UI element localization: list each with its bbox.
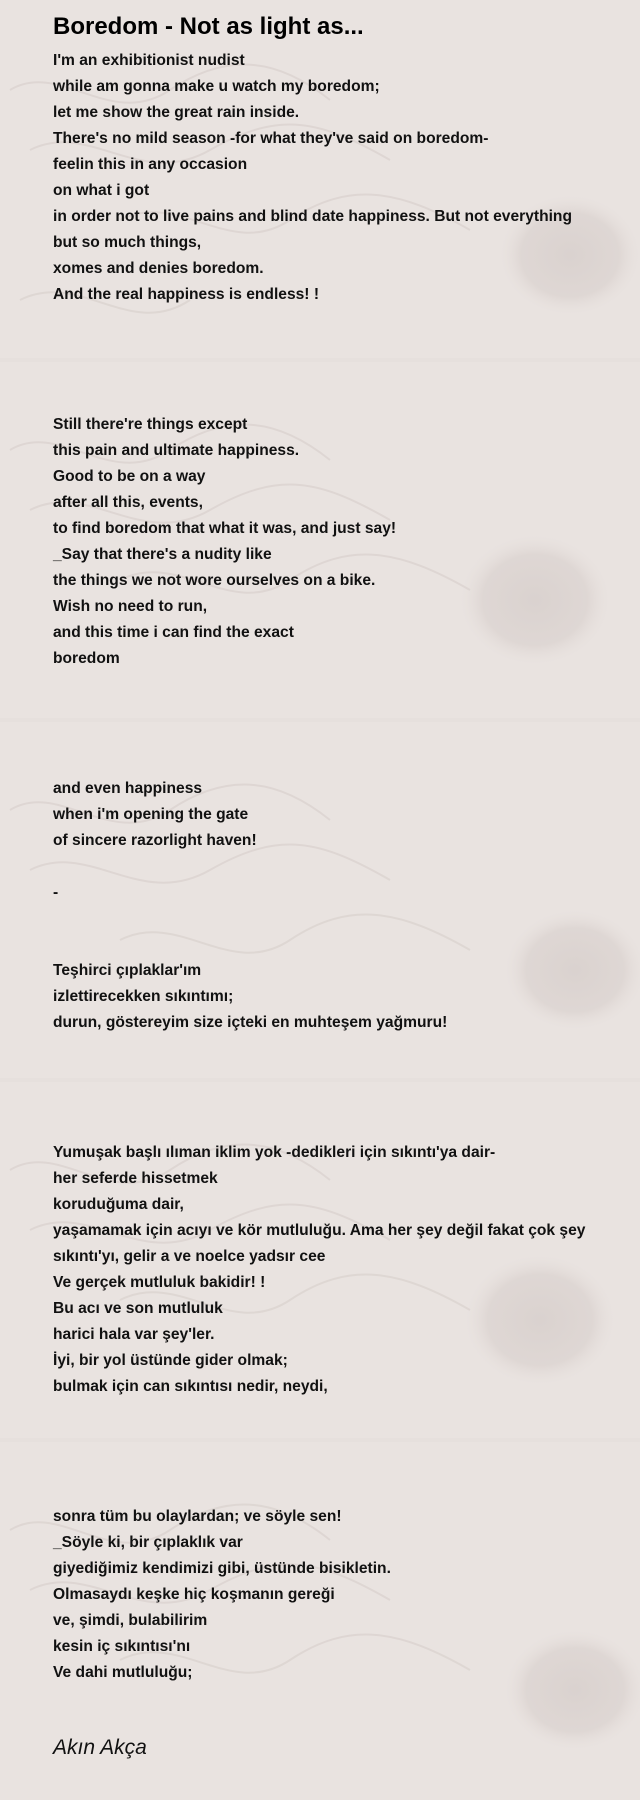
poem-line: Teşhirci çıplaklar'ım <box>53 962 202 979</box>
poem-line <box>53 854 620 880</box>
poem-line: on what i got <box>53 182 150 199</box>
poem-line <box>53 1426 620 1452</box>
poem-line <box>53 360 620 386</box>
poem-line: to find boredom that what it was, and just say! <box>53 520 397 537</box>
poem-line: Ve dahi mutluluğu; <box>53 1664 193 1681</box>
poem-line: xomes and denies boredom. <box>53 260 264 277</box>
poem-line <box>53 1036 620 1062</box>
poem-line: sonra tüm bu olaylardan; ve söyle sen! <box>53 1508 342 1525</box>
poem-line: - <box>53 884 59 901</box>
poem-line <box>53 334 620 360</box>
poem-line: İyi, bir yol üstünde gider olmak; <box>53 1352 288 1369</box>
poem-line: the things we not wore ourselves on a bike. <box>53 572 376 589</box>
poem-author: Akın Akça <box>53 1736 147 1759</box>
poem-line: koruduğuma dair, <box>53 1196 184 1213</box>
poem-line: bulmak için can sıkıntısı nedir, neydi, <box>53 1378 328 1395</box>
poem-line <box>53 750 620 776</box>
poem-line <box>53 1478 620 1504</box>
poem-line: and even happiness <box>53 780 203 797</box>
poem-line <box>53 1062 620 1088</box>
poem-line: Wish no need to run, <box>53 598 208 615</box>
poem-line: durun, göstereyim size içteki en muhteşem yağmuru! <box>53 1014 448 1031</box>
poem-line <box>53 1400 620 1426</box>
poem-line: when i'm opening the gate <box>53 806 249 823</box>
poem-line: izlettirecekken sıkıntımı; <box>53 988 234 1005</box>
poem-line: Ve gerçek mutluluk bakidir! ! <box>53 1274 266 1291</box>
poem-line: I'm an exhibitionist nudist <box>53 52 245 69</box>
poem-line: of sincere razorlight haven! <box>53 832 257 849</box>
poem-line: boredom <box>53 650 120 667</box>
poem-line <box>53 932 620 958</box>
poem-line: this pain and ultimate happiness. <box>53 442 300 459</box>
poem-line <box>53 906 620 932</box>
poem-line <box>53 672 620 698</box>
poem-line: but so much things, <box>53 234 202 251</box>
poem-line: Yumuşak başlı ılıman iklim yok -dedikleri için sıkıntı'ya dair- <box>53 1144 496 1161</box>
poem-line: _Say that there's a nudity like <box>53 546 272 563</box>
poem-line: sıkıntı'yı, gelir a ve noelce yadsır cee <box>53 1248 326 1265</box>
poem-line: There's no mild season -for what they've said on boredom- <box>53 130 489 147</box>
poem-line: And the real happiness is endless! ! <box>53 286 320 303</box>
poem-line: feelin this in any occasion <box>53 156 248 173</box>
poem-line: and this time i can find the exact <box>53 624 294 641</box>
poem-line: Good to be on a way <box>53 468 206 485</box>
poem-body <box>53 48 620 1686</box>
poem-line <box>53 698 620 724</box>
poem-line <box>53 724 620 750</box>
poem-line: ve, şimdi, bulabilirim <box>53 1612 208 1629</box>
poem-line: after all this, events, <box>53 494 203 511</box>
poem-line: giyediğimiz kendimizi gibi, üstünde bisikletin. <box>53 1560 391 1577</box>
poem-line <box>53 1088 620 1114</box>
poem-line <box>53 1114 620 1140</box>
poem-title: Boredom - Not as light as... <box>53 13 364 40</box>
poem-line: _Söyle ki, bir çıplaklık var <box>53 1534 243 1551</box>
poem-line <box>53 308 620 334</box>
poem-line: Bu acı ve son mutluluk <box>53 1300 223 1317</box>
poem-line <box>53 1452 620 1478</box>
poem-line <box>53 386 620 412</box>
poem-line: Olmasaydı keşke hiç koşmanın gereği <box>53 1586 335 1603</box>
poem-line: her seferde hissetmek <box>53 1170 218 1187</box>
poem-line: in order not to live pains and blind date happiness. But not everything <box>53 208 572 225</box>
poem-line: let me show the great rain inside. <box>53 104 300 121</box>
poem-line: while am gonna make u watch my boredom; <box>53 78 380 95</box>
poem-line: kesin iç sıkıntısı'nı <box>53 1638 191 1655</box>
poem-line: Still there're things except <box>53 416 248 433</box>
poem-line: yaşamamak için acıyı ve kör mutluluğu. Ama her şey değil fakat çok şey <box>53 1222 586 1239</box>
poem-line: harici hala var şey'ler. <box>53 1326 215 1343</box>
